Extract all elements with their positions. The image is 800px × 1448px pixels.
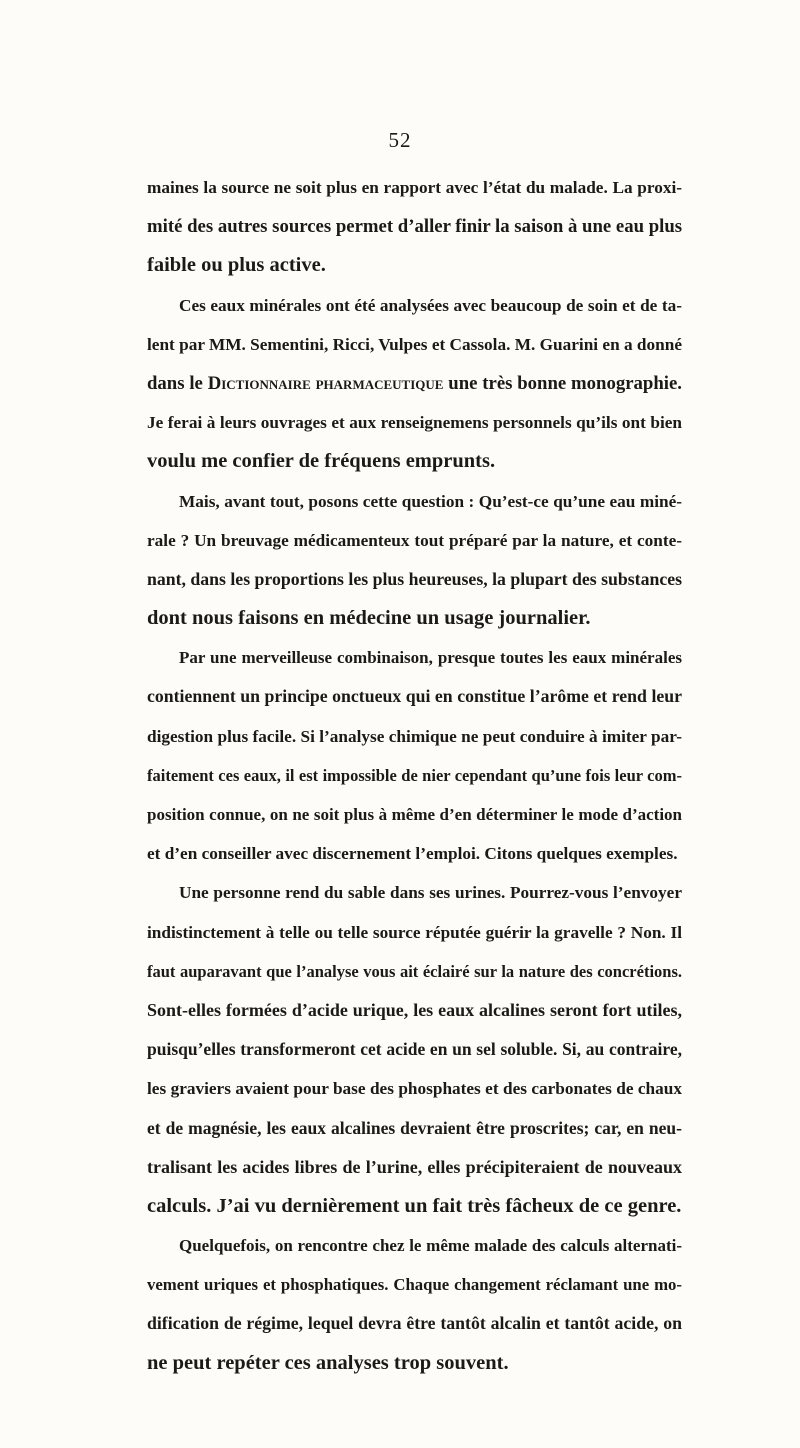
text-line: digestion plus facile. Si l’analyse chimique ne peut conduire à imiter par- [147, 726, 682, 746]
text-line: mité des autres sources permet d’aller finir la saison à une eau plus [147, 216, 683, 238]
text-line: faible ou plus active. [147, 254, 326, 277]
text-line: rale ? Un breuvage médicamenteux tout préparé par la nature, et conte- [147, 530, 682, 550]
text-line: ne peut repéter ces analyses trop souvent. [147, 1351, 509, 1374]
text-line: et d’en conseiller avec discernement l’emploi. Citons quelques exemples. [147, 844, 678, 864]
text-line: maines la source ne soit plus en rapport avec l’état du malade. La proxi- [147, 178, 682, 197]
text-line: Quelquefois, on rencontre chez le même malade des calculs alternati- [179, 1236, 682, 1256]
text-line: indistinctement à telle ou telle source réputée guérir la gravelle ? Non. Il [147, 922, 682, 942]
page-number: 52 [388, 128, 412, 152]
book-title-smallcaps: Dictionnaire pharmaceutique [207, 372, 444, 394]
text-line: lent par MM. Sementini, Ricci, Vulpes et Cassola. M. Guarini en a donné [147, 334, 682, 354]
text-line: faitement ces eaux, il est impossible de nier cependant qu’une fois leur com- [147, 765, 682, 785]
text-line: et de magnésie, les eaux alcalines devraient être proscrites; car, en neu- [147, 1117, 682, 1138]
text-line: dont nous faisons en médecine un usage journalier. [147, 607, 591, 630]
text-line: les graviers avaient pour base des phosphates et des carbonates de chaux [147, 1079, 682, 1099]
text-line: Sont-elles formées d’acide urique, les eaux alcalines seront fort utiles, [147, 999, 682, 1020]
text-line: tralisant les acides libres de l’urine, elles précipiteraient de nouveaux [147, 1156, 682, 1177]
text-line: calculs. J’ai vu dernièrement un fait très fâcheux de ce genre. [147, 1194, 682, 1217]
text-line: Je ferai à leurs ouvrages et aux renseignemens personnels qu’ils ont bien [147, 413, 682, 433]
text-line: Une personne rend du sable dans ses urines. Pourrez-vous l’envoyer [179, 883, 682, 903]
text-line: puisqu’elles transformeront cet acide en un sel soluble. Si, au contraire, [147, 1039, 682, 1060]
text-line: Mais, avant tout, posons cette question : Qu’est-ce qu’une eau miné- [179, 491, 682, 511]
text-line: position connue, on ne soit plus à même d’en déterminer le mode d’action [147, 805, 682, 824]
text-line: Par une merveilleuse combinaison, presque toutes les eaux minérales [179, 648, 682, 668]
text-line: voulu me confier de fréquens emprunts. [147, 450, 496, 473]
body-text [147, 168, 682, 1383]
text-line: faut auparavant que l’analyse vous ait éclairé sur la nature des concrétions. [147, 961, 682, 981]
text-line: dans le Dictionnaire pharmaceutique une très bonne monographie. [147, 372, 682, 394]
text-line: vement uriques et phosphatiques. Chaque changement réclamant une mo- [147, 1275, 682, 1295]
text-line: contiennent un principe onctueux qui en constitue l’arôme et rend leur [147, 686, 682, 707]
text-line: nant, dans les proportions les plus heureuses, la plupart des substances [147, 568, 682, 589]
text-line: Ces eaux minérales ont été analysées avec beaucoup de soin et de ta- [179, 295, 682, 315]
text-line: dification de régime, lequel devra être tantôt alcalin et tantôt acide, on [147, 1313, 682, 1334]
